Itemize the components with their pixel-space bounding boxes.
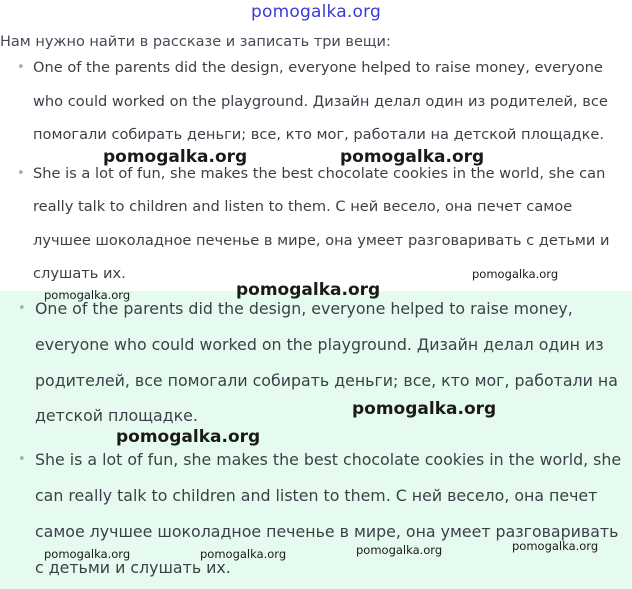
answer-list-1: [0, 51, 632, 291]
site-watermark-top: pomogalka.org: [251, 2, 381, 22]
list-item-text: One of the parents did the design, everyone helped to raise money, everyone who could worked on the playground. Дизайн делал один из родителей, все помогали собирать деньги; все, кто мог, работали на детской площадке.: [33, 59, 608, 143]
watermark-text: pomogalka.org: [116, 427, 261, 447]
watermark-text: pomogalka.org: [472, 267, 559, 281]
list-item-text: She is a lot of fun, she makes the best chocolate cookies in the world, she can really talk to children and listen to them. С ней весело, она печет самое лучшее шоколадное печенье в мире, она умеет разговаривать с детьми и слушать их.: [33, 164, 610, 282]
list-item: [0, 291, 632, 434]
watermark-text: pomogalka.org: [512, 539, 599, 553]
bullet-icon: •: [18, 301, 26, 316]
watermark-text: pomogalka.org: [44, 288, 131, 302]
watermark-text: pomogalka.org: [200, 547, 287, 561]
bullet-icon: •: [17, 60, 25, 75]
list-item: [0, 442, 632, 585]
list-item: [0, 51, 632, 152]
watermark-text: pomogalka.org: [352, 399, 497, 419]
bullet-icon: •: [17, 165, 25, 181]
watermark-text: pomogalka.org: [356, 543, 443, 557]
list-item-text: One of the parents did the design, everyone helped to raise money, everyone who could worked on the playground. Дизайн делал один из родителей, все помогали собирать деньги; все, кто мог, работали на детской площадке.: [35, 299, 618, 426]
intro-text: Нам нужно найти в рассказе и записать три вещи:: [0, 34, 391, 50]
watermark-text: pomogalka.org: [44, 547, 131, 561]
watermark-text: pomogalka.org: [236, 280, 381, 300]
watermark-text: pomogalka.org: [103, 147, 248, 167]
list-item-text: She is a lot of fun, she makes the best chocolate cookies in the world, she can really talk to children and listen to them. С ней весело, она печет самое лучшее шоколадное печенье в мире, она умеет разговаривать с детьми и слушать их.: [35, 450, 622, 577]
bullet-icon: •: [18, 452, 26, 468]
watermark-text: pomogalka.org: [340, 147, 485, 167]
answer-block-1: [0, 51, 632, 291]
